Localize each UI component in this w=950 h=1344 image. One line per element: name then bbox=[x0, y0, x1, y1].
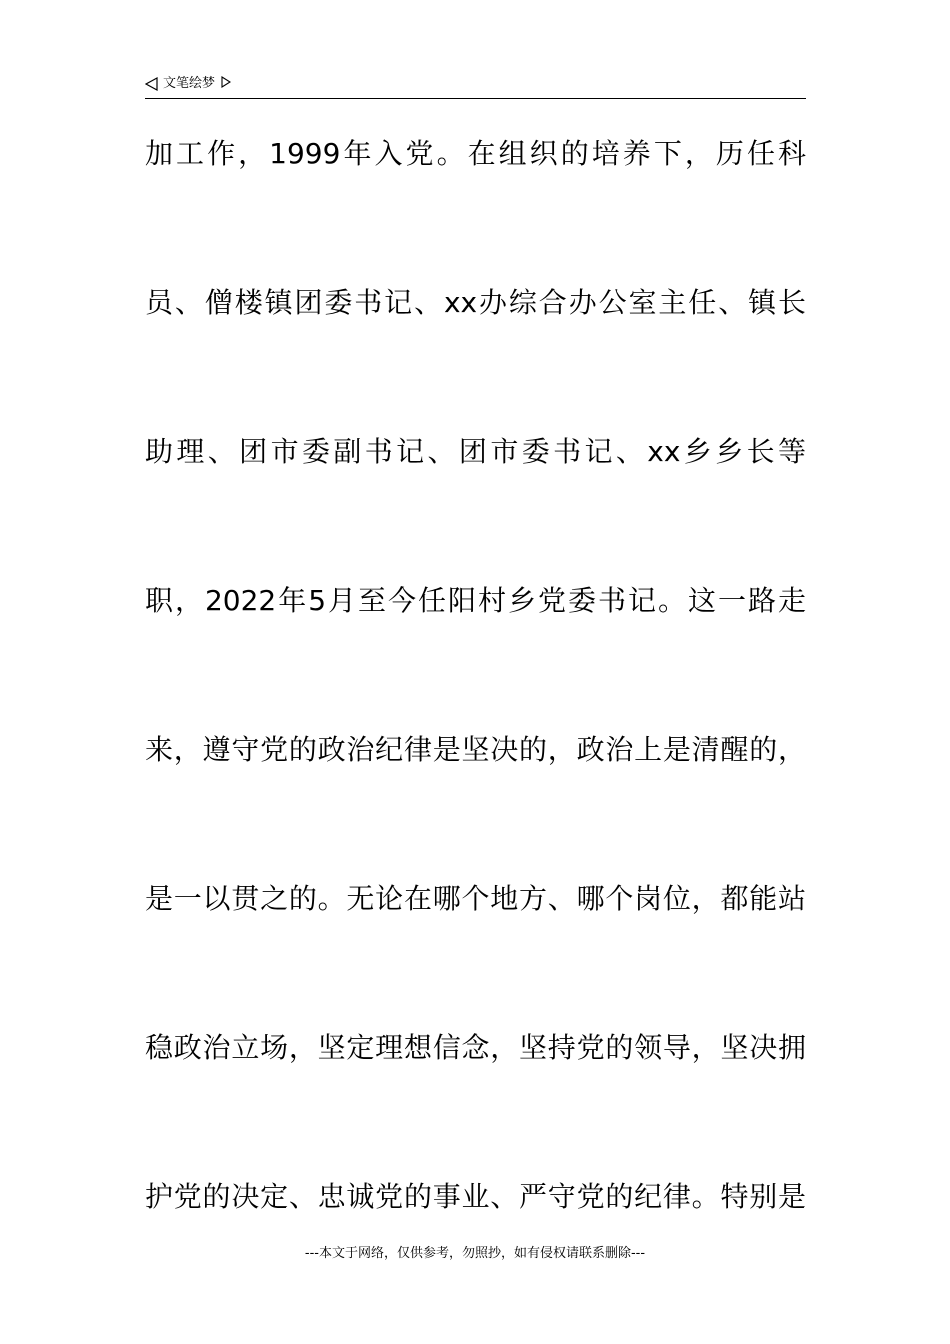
text-line: 职，2022年5月至今任阳村乡党委书记。这一路走 bbox=[145, 584, 806, 617]
page-header bbox=[145, 74, 806, 99]
header-content bbox=[145, 74, 235, 94]
text-line: 稳政治立场，坚定理想信念，坚持党的领导，坚决拥 bbox=[145, 1031, 806, 1064]
header-title: 文笔绘梦 bbox=[163, 76, 216, 91]
text-line: 助理、团市委副书记、团市委书记、xx乡乡长等 bbox=[145, 435, 806, 468]
text-line: 来，遵守党的政治纪律是坚决的，政治上是清醒的， bbox=[145, 733, 806, 766]
text-line: 员、僧楼镇团委书记、xx办综合办公室主任、镇长 bbox=[145, 286, 806, 319]
page-footer: ---本文于网络，仅供参考，勿照抄，如有侵权请联系删除--- bbox=[304, 1246, 646, 1261]
text-line: 是一以贯之的。无论在哪个地方、哪个岗位，都能站 bbox=[145, 882, 806, 915]
triangle-right-icon bbox=[221, 74, 235, 94]
triangle-left-icon bbox=[145, 74, 159, 94]
text-line: 护党的决定、忠诚党的事业、严守党的纪律。特别是 bbox=[145, 1180, 806, 1213]
text-line: 加工作，1999年入党。在组织的培养下，历任科 bbox=[145, 137, 806, 170]
